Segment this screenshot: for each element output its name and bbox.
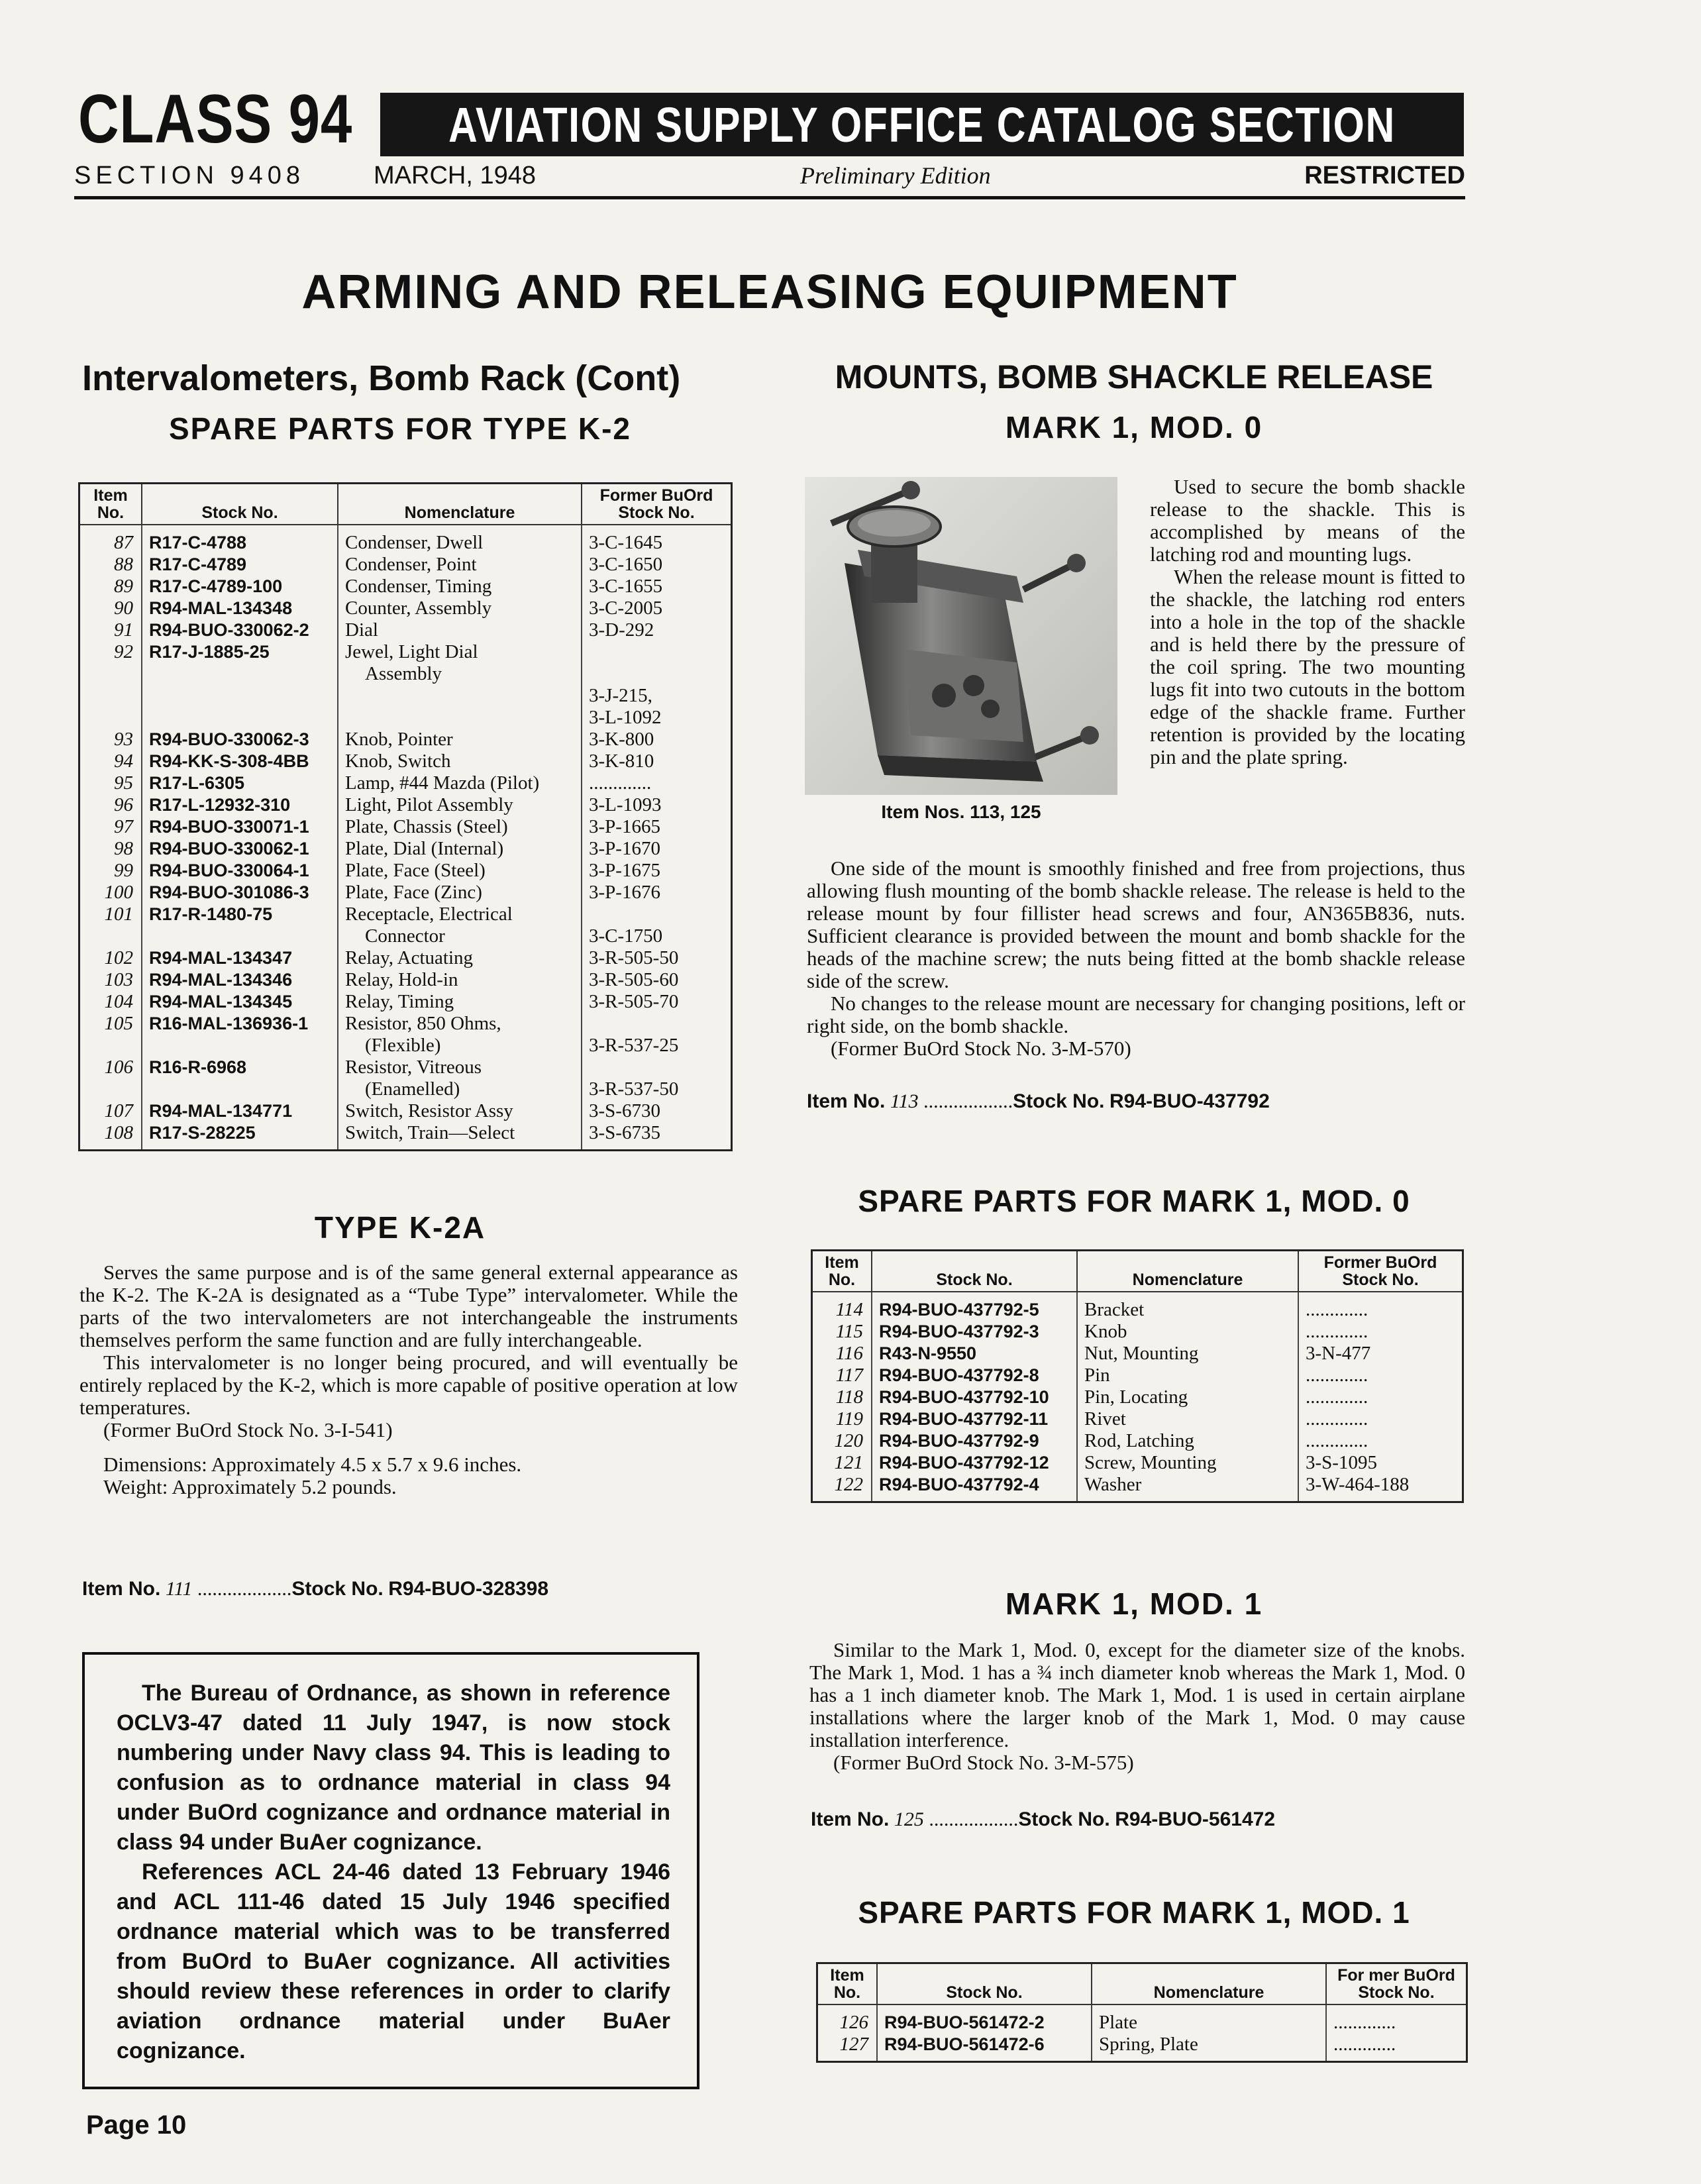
mod0-title: MARK 1, MOD. 0 — [1005, 410, 1263, 444]
stock-number-cell: R17-C-4788 — [142, 525, 338, 554]
nomenclature-cell — [338, 882, 582, 904]
item-number-cell: 118 — [812, 1386, 872, 1408]
former-stock-cell — [582, 619, 732, 641]
former-stock-cell — [582, 991, 732, 1013]
col-header-nomenclature: Nomenclature — [1092, 1963, 1326, 2005]
leader-dots: ................... — [197, 1578, 292, 1600]
stock-number-cell: R94-BUO-437792-3 — [872, 1321, 1077, 1343]
item-number-cell: 101 — [79, 904, 142, 947]
k2-spare-parts-title: SPARE PARTS FOR TYPE K-2 — [168, 411, 632, 446]
stock-number-cell: R94-MAL-134346 — [142, 969, 338, 991]
item-number-cell: 119 — [812, 1408, 872, 1430]
nomenclature-cell — [338, 554, 582, 576]
stock-number-cell: R94-BUO-330064-1 — [142, 860, 338, 882]
stock-number-cell: R43-N-9550 — [872, 1343, 1077, 1365]
col-header-item: Item No. — [79, 484, 142, 525]
former-stock-cell-line: 3-L-1092 — [589, 707, 662, 728]
former-stock-cell-line: 3-C-1645 — [589, 532, 663, 553]
nomenclature-cell-line: Condenser, Point — [345, 554, 477, 575]
mod1-description — [809, 1639, 1465, 1774]
former-stock-cell — [582, 576, 732, 598]
former-stock-cell-line: 3-C-1655 — [589, 576, 663, 597]
stock-number-cell: R94-BUO-330071-1 — [142, 816, 338, 838]
col-header-nomenclature: Nomenclature — [338, 484, 582, 525]
former-stock-cell — [582, 860, 732, 882]
table-row — [817, 2004, 1467, 2034]
item-number: 125 — [894, 1808, 924, 1830]
nomenclature-cell-line: Resistor, Vitreous — [345, 1057, 482, 1078]
nomenclature-cell-line: Knob, Switch — [345, 751, 451, 772]
stock-number-cell: R94-BUO-330062-1 — [142, 838, 338, 860]
item-number-cell: 99 — [79, 860, 142, 882]
former-stock-cell — [582, 882, 732, 904]
col-header-former: Former BuOrd Stock No. — [582, 484, 732, 525]
former-stock-cell-line: 3-S-6735 — [589, 1122, 660, 1143]
page-number: Page 10 — [86, 2110, 187, 2140]
mod0-spare-parts-title: SPARE PARTS FOR MARK 1, MOD. 0 — [858, 1184, 1410, 1218]
leader-dots: .................. — [923, 1090, 1013, 1112]
nomenclature-cell — [338, 838, 582, 860]
stock-number-cell: R17-R-1480-75 — [142, 904, 338, 947]
notice-box — [82, 1652, 699, 2089]
issue-date: MARCH, 1948 — [374, 162, 536, 189]
former-stock-cell-line: 3-C-1750 — [589, 925, 663, 947]
table-row — [812, 1452, 1463, 1474]
col-header-former: Former BuOrd Stock No. — [1298, 1251, 1463, 1292]
nomenclature-cell: Plate — [1092, 2004, 1326, 2034]
stock-number: R94-BUO-437792 — [1109, 1090, 1270, 1112]
nomenclature-cell-line: Assembly — [365, 663, 442, 684]
item-number-cell: 92 — [79, 641, 142, 729]
nomenclature-cell-line: Light, Pilot Assembly — [345, 794, 513, 815]
stock-label: Stock No. — [1013, 1090, 1105, 1112]
nomenclature-cell-line: (Enamelled) — [365, 1078, 460, 1100]
nomenclature-cell-line: Relay, Timing — [345, 991, 454, 1012]
nomenclature-cell — [338, 619, 582, 641]
stock-number-cell: R94-BUO-437792-12 — [872, 1452, 1077, 1474]
catalog-banner — [380, 93, 1464, 156]
former-stock-cell — [582, 794, 732, 816]
item-number-cell: 94 — [79, 751, 142, 772]
nomenclature-cell — [338, 1057, 582, 1100]
photo-caption: Item Nos. 113, 125 — [881, 802, 1041, 822]
nomenclature-cell-line: Switch, Train—Select — [345, 1122, 515, 1143]
former-stock-cell — [582, 598, 732, 619]
stock-number-cell: R94-BUO-561472-6 — [877, 2034, 1092, 2062]
k2a-item-line — [82, 1578, 548, 1600]
nomenclature-cell: Spring, Plate — [1092, 2034, 1326, 2062]
former-stock-cell: ............. — [1306, 1386, 1368, 1408]
former-stock-cell-line: 3-P-1670 — [589, 838, 660, 859]
stock-number-cell: R94-BUO-437792-9 — [872, 1430, 1077, 1452]
former-stock-cell-line: 3-P-1665 — [589, 816, 660, 837]
table-row — [79, 619, 732, 641]
stock-number-cell: R17-L-6305 — [142, 772, 338, 794]
table-row — [812, 1292, 1463, 1321]
mod1-title: MARK 1, MOD. 1 — [1005, 1586, 1263, 1621]
mod1-para: Similar to the Mark 1, Mod. 0, except for the diameter size of the knobs. The Mark 1, Mod. 1 has a ¾ inch diameter knob whereas the Mark 1, Mod. 0 has a 1 inch diameter knob. The Mark 1, Mod. 1 is used in certain airplane installations where the larger knob of the Mark 1, Mod. 0 may cause installation interference. — [809, 1638, 1465, 1751]
mount-description-top — [1150, 476, 1465, 768]
nomenclature-cell — [338, 969, 582, 991]
former-stock-cell-line: 3-C-1650 — [589, 554, 663, 575]
nomenclature-cell-line: Switch, Resistor Assy — [345, 1100, 513, 1121]
nomenclature-cell — [338, 751, 582, 772]
mount-para-2: When the release mount is fitted to the shackle, the latching rod enters into a hole in the top of the shackle and is held there by the pressure of the coil spring. The two mounting lugs fit into two cutouts in the bottom edge of the shackle frame. Further retention is provided by the locating pin and the plate spring. — [1150, 565, 1465, 768]
former-stock-cell — [582, 641, 732, 729]
k2a-para-2: This intervalometer is no longer being procured, and will eventually be entirely replaced by the K-2, which is more capable of positive operation at low temperatures. — [79, 1351, 738, 1419]
table-row — [79, 576, 732, 598]
col-header-stock: Stock No. — [872, 1251, 1077, 1292]
nomenclature-cell-line: Counter, Assembly — [345, 598, 492, 619]
nomenclature-cell-line — [345, 707, 574, 729]
mount-former-stock: (Former BuOrd Stock No. 3-M-570) — [831, 1037, 1131, 1060]
former-stock-cell-line: ............. — [589, 772, 652, 794]
catalog-banner-text: AVIATION SUPPLY OFFICE CATALOG SECTION — [448, 97, 1396, 152]
former-stock-cell-line: 3-D-292 — [589, 619, 654, 641]
former-stock-cell: ............. — [1333, 2034, 1396, 2055]
nomenclature-cell — [338, 525, 582, 554]
item-number-cell: 90 — [79, 598, 142, 619]
former-stock-cell-line: 3-K-800 — [589, 729, 654, 750]
class-label: CLASS 94 — [78, 81, 353, 158]
table-row — [812, 1343, 1463, 1365]
item-number-cell: 96 — [79, 794, 142, 816]
mod1-former-stock: (Former BuOrd Stock No. 3-M-575) — [833, 1751, 1134, 1774]
nomenclature-cell — [338, 947, 582, 969]
k2a-description — [79, 1261, 738, 1498]
mount-para-1: Used to secure the bomb shackle release to the shackle. This is accomplished by means of the latching rod and mounting lugs. — [1150, 475, 1465, 566]
item-label: Item No. — [811, 1808, 890, 1830]
item-number-cell: 122 — [812, 1474, 872, 1502]
nomenclature-cell — [338, 772, 582, 794]
nomenclature-cell-line: Plate, Face (Zinc) — [345, 882, 482, 903]
former-stock-cell — [582, 969, 732, 991]
table-row — [812, 1474, 1463, 1502]
nomenclature-cell-line: Dial — [345, 619, 378, 641]
nomenclature-cell — [338, 598, 582, 619]
table-row — [79, 794, 732, 816]
nomenclature-cell — [338, 816, 582, 838]
item-number-cell: 117 — [812, 1365, 872, 1386]
right-section-title: MOUNTS, BOMB SHACKLE RELEASE — [835, 358, 1433, 395]
former-stock-cell — [582, 751, 732, 772]
table-row — [79, 1057, 732, 1100]
nomenclature-cell-line: (Flexible) — [365, 1035, 441, 1056]
stock-number-cell: R17-J-1885-25 — [142, 641, 338, 729]
stock-number-cell: R16-MAL-136936-1 — [142, 1013, 338, 1057]
nomenclature-cell — [338, 794, 582, 816]
item-number-cell: 105 — [79, 1013, 142, 1057]
bomb-shackle-mount-photo — [805, 477, 1117, 795]
former-stock-cell: ............. — [1306, 1365, 1368, 1386]
nomenclature-cell: Pin — [1077, 1365, 1298, 1386]
former-stock-cell-line: 3-R-505-60 — [589, 969, 679, 990]
item-number-cell: 88 — [79, 554, 142, 576]
stock-number: R94-BUO-328398 — [388, 1578, 549, 1600]
former-stock-cell-line — [589, 641, 724, 663]
former-stock-cell: ............. — [1306, 1299, 1368, 1320]
k2a-para-1: Serves the same purpose and is of the same general external appearance as the K-2. The K-2A is designated as a “Tube Type” intervalometer. While the parts of the two intervalometers are not interchangeable the instruments themselves perform the same function and are fully interchangeable. — [79, 1261, 738, 1351]
stock-number-cell: R94-MAL-134347 — [142, 947, 338, 969]
table-row — [79, 947, 732, 969]
table-row — [79, 1013, 732, 1057]
item-number-cell: 97 — [79, 816, 142, 838]
left-section-title: Intervalometers, Bomb Rack (Cont) — [82, 358, 681, 398]
table-row — [79, 729, 732, 751]
mod0-spare-parts-table — [811, 1249, 1464, 1503]
col-header-item: Item No. — [817, 1963, 878, 2005]
former-stock-cell-line: 3-P-1675 — [589, 860, 660, 881]
col-header-item: Item No. — [812, 1251, 872, 1292]
stock-number-cell: R94-MAL-134348 — [142, 598, 338, 619]
item-number-cell: 106 — [79, 1057, 142, 1100]
former-stock-cell: 3-S-1095 — [1306, 1452, 1377, 1473]
table-row — [79, 838, 732, 860]
stock-number-cell: R94-BUO-330062-3 — [142, 729, 338, 751]
stock-label: Stock No. — [291, 1578, 384, 1600]
page-title: ARMING AND RELEASING EQUIPMENT — [301, 266, 1238, 319]
item-number: 111 — [165, 1578, 193, 1600]
former-stock-cell: 3-W-464-188 — [1306, 1474, 1410, 1495]
leader-dots: .................. — [929, 1808, 1019, 1830]
former-stock-cell — [582, 772, 732, 794]
item-label: Item No. — [82, 1578, 161, 1600]
table-row — [79, 969, 732, 991]
nomenclature-cell: Screw, Mounting — [1077, 1452, 1298, 1474]
former-stock-cell — [582, 525, 732, 554]
former-stock-cell-line — [589, 1013, 724, 1035]
former-stock-cell — [582, 947, 732, 969]
stock-number-cell: R94-BUO-437792-10 — [872, 1386, 1077, 1408]
notice-para-1: The Bureau of Ordnance, as shown in reference OCLV3-47 dated 11 July 1947, is now stock numbering under Navy class 94. This is leading to confusion as to ordnance material in class 94 under BuOrd cognizance and ordnance material in class 94 under BuAer cognizance. — [117, 1681, 670, 1855]
nomenclature-cell — [338, 1122, 582, 1151]
nomenclature-cell — [338, 991, 582, 1013]
k2a-weight: Weight: Approximately 5.2 pounds. — [103, 1475, 397, 1498]
edition-label: Preliminary Edition — [800, 162, 991, 189]
stock-number-cell: R17-C-4789-100 — [142, 576, 338, 598]
item-number-cell: 93 — [79, 729, 142, 751]
k2a-former-stock: (Former BuOrd Stock No. 3-I-541) — [103, 1418, 393, 1441]
mod1-spare-parts-table — [816, 1962, 1468, 2063]
col-header-nomenclature: Nomenclature — [1077, 1251, 1298, 1292]
nomenclature-cell-line: Knob, Pointer — [345, 729, 453, 750]
table-row — [79, 772, 732, 794]
table-row — [79, 525, 732, 554]
item-number-cell: 100 — [79, 882, 142, 904]
stock-number-cell: R94-BUO-561472-2 — [877, 2004, 1092, 2034]
stock-number-cell: R16-R-6968 — [142, 1057, 338, 1100]
item-number-cell: 89 — [79, 576, 142, 598]
table-row — [812, 1321, 1463, 1343]
item-number-cell: 114 — [812, 1292, 872, 1321]
stock-label: Stock No. — [1018, 1808, 1110, 1830]
item-number-cell: 107 — [79, 1100, 142, 1122]
nomenclature-cell-line: Plate, Face (Steel) — [345, 860, 486, 881]
former-stock-cell-line: 3-R-505-50 — [589, 947, 679, 968]
item-number-cell: 95 — [79, 772, 142, 794]
section-label: SECTION 9408 — [74, 162, 305, 189]
former-stock-cell: ............. — [1306, 1430, 1368, 1451]
former-stock-cell — [582, 1122, 732, 1151]
item-number-cell: 102 — [79, 947, 142, 969]
mod1-item-line — [811, 1808, 1275, 1831]
nomenclature-cell-line: Resistor, 850 Ohms, — [345, 1013, 501, 1034]
header-rule — [74, 196, 1465, 199]
nomenclature-cell-line: Connector — [365, 925, 445, 947]
item-number-cell: 103 — [79, 969, 142, 991]
item-number-cell: 104 — [79, 991, 142, 1013]
former-stock-cell — [582, 904, 732, 947]
table-row — [79, 1100, 732, 1122]
nomenclature-cell — [338, 641, 582, 729]
nomenclature-cell — [338, 576, 582, 598]
table-row — [79, 882, 732, 904]
former-stock-cell: 3-N-477 — [1306, 1343, 1371, 1364]
stock-number-cell: R94-BUO-437792-4 — [872, 1474, 1077, 1502]
item-number-cell: 126 — [817, 2004, 878, 2034]
nomenclature-cell-line: Receptacle, Electrical — [345, 904, 513, 925]
stock-number-cell: R17-L-12932-310 — [142, 794, 338, 816]
former-stock-cell-line: 3-L-1093 — [589, 794, 662, 815]
table-row — [812, 1386, 1463, 1408]
item-number-cell: 91 — [79, 619, 142, 641]
item-number-cell: 127 — [817, 2034, 878, 2062]
stock-number-cell: R94-BUO-437792-5 — [872, 1292, 1077, 1321]
item-number-cell: 108 — [79, 1122, 142, 1151]
item-number-cell: 120 — [812, 1430, 872, 1452]
former-stock-cell-line: 3-R-537-50 — [589, 1078, 679, 1100]
table-row — [79, 816, 732, 838]
former-stock-cell — [582, 554, 732, 576]
former-stock-cell — [582, 1100, 732, 1122]
table-row — [79, 751, 732, 772]
table-row — [812, 1430, 1463, 1452]
stock-number: R94-BUO-561472 — [1115, 1808, 1276, 1830]
former-stock-cell: ............. — [1333, 2012, 1396, 2033]
item-number-cell: 115 — [812, 1321, 872, 1343]
nomenclature-cell — [338, 1013, 582, 1057]
former-stock-cell-line: 3-R-505-70 — [589, 991, 679, 1012]
table-row — [79, 991, 732, 1013]
stock-number-cell: R94-MAL-134345 — [142, 991, 338, 1013]
table-row — [812, 1408, 1463, 1430]
item-number: 113 — [890, 1090, 919, 1112]
nomenclature-cell-line: Plate, Chassis (Steel) — [345, 816, 508, 837]
former-stock-cell-line: 3-P-1676 — [589, 882, 660, 903]
nomenclature-cell: Washer — [1077, 1474, 1298, 1502]
k2a-dimensions: Dimensions: Approximately 4.5 x 5.7 x 9.6 inches. — [103, 1453, 522, 1476]
item-number-cell: 87 — [79, 525, 142, 554]
nomenclature-cell — [338, 729, 582, 751]
stock-number-cell: R94-BUO-437792-11 — [872, 1408, 1077, 1430]
mod1-table-body — [817, 2004, 1467, 2062]
stock-number-cell: R94-BUO-301086-3 — [142, 882, 338, 904]
item-number-cell: 116 — [812, 1343, 872, 1365]
nomenclature-cell-line: Condenser, Dwell — [345, 532, 484, 553]
mount-description-bottom — [807, 857, 1465, 1060]
table-row — [79, 554, 732, 576]
nomenclature-cell: Knob — [1077, 1321, 1298, 1343]
nomenclature-cell-line: Relay, Hold-in — [345, 969, 458, 990]
restricted-label: RESTRICTED — [1304, 162, 1465, 189]
col-header-former: For mer BuOrd Stock No. — [1326, 1963, 1467, 2005]
stock-number-cell: R17-S-28225 — [142, 1122, 338, 1151]
former-stock-cell — [582, 838, 732, 860]
nomenclature-cell: Pin, Locating — [1077, 1386, 1298, 1408]
nomenclature-cell: Rivet — [1077, 1408, 1298, 1430]
former-stock-cell: ............. — [1306, 1321, 1368, 1342]
table-row — [812, 1365, 1463, 1386]
nomenclature-cell-line: Condenser, Timing — [345, 576, 492, 597]
mount-para-4: No changes to the release mount are necessary for changing positions, left or right side, on the bomb shackle. — [807, 992, 1465, 1037]
k2a-title: TYPE K-2A — [314, 1210, 486, 1245]
table-row — [79, 904, 732, 947]
table-row — [79, 598, 732, 619]
item-number-cell: 98 — [79, 838, 142, 860]
former-stock-cell-line: 3-R-537-25 — [589, 1035, 679, 1056]
former-stock-cell-line — [589, 1057, 724, 1078]
former-stock-cell-line: 3-S-6730 — [589, 1100, 660, 1121]
nomenclature-cell — [338, 1100, 582, 1122]
former-stock-cell — [582, 1013, 732, 1057]
former-stock-cell — [582, 816, 732, 838]
former-stock-cell-line: 3-K-810 — [589, 751, 654, 772]
notice-para-2: References ACL 24-46 dated 13 February 1946 and ACL 111-46 dated 15 July 1946 specified ordnance material which was to be transferred from BuOrd to BuAer cognizance. All activities should review these references in order to clarify aviation ordnance material under BuAer cognizance. — [117, 1859, 670, 2063]
former-stock-cell-line: 3-J-215, — [589, 685, 652, 706]
mod0-item-line — [807, 1090, 1270, 1113]
table-row — [79, 860, 732, 882]
mod0-table-body — [812, 1292, 1463, 1502]
table-row — [79, 641, 732, 729]
former-stock-cell: ............. — [1306, 1408, 1368, 1430]
former-stock-cell-line — [589, 904, 724, 925]
nomenclature-cell: Rod, Latching — [1077, 1430, 1298, 1452]
nomenclature-cell-line: Lamp, #44 Mazda (Pilot) — [345, 772, 540, 794]
k2-table-body — [79, 525, 732, 1151]
k2-spare-parts-table — [78, 482, 733, 1151]
item-label: Item No. — [807, 1090, 886, 1112]
item-number-cell: 121 — [812, 1452, 872, 1474]
former-stock-cell — [582, 1057, 732, 1100]
nomenclature-cell: Bracket — [1077, 1292, 1298, 1321]
nomenclature-cell — [338, 860, 582, 882]
nomenclature-cell-line — [345, 685, 574, 707]
col-header-stock: Stock No. — [142, 484, 338, 525]
stock-number-cell: R94-BUO-437792-8 — [872, 1365, 1077, 1386]
former-stock-cell — [582, 729, 732, 751]
nomenclature-cell-line: Plate, Dial (Internal) — [345, 838, 504, 859]
nomenclature-cell-line: Jewel, Light Dial — [345, 641, 478, 662]
col-header-stock: Stock No. — [877, 1963, 1092, 2005]
mount-para-3: One side of the mount is smoothly finished and free from projections, thus allowing flush mounting of the bomb shackle release. The release is held to the release mount by four fillister head screws and four, AN365B836, nuts. Sufficient clearance is provided between the mount and bomb shackle for the heads of the machine screw; the nuts being fitted at the bomb shackle release side of the screw. — [807, 857, 1465, 992]
nomenclature-cell-line: Relay, Actuating — [345, 947, 474, 968]
table-row — [79, 1122, 732, 1151]
stock-number-cell: R17-C-4789 — [142, 554, 338, 576]
stock-number-cell: R94-BUO-330062-2 — [142, 619, 338, 641]
stock-number-cell: R94-MAL-134771 — [142, 1100, 338, 1122]
former-stock-cell-line — [589, 663, 724, 685]
stock-number-cell: R94-KK-S-308-4BB — [142, 751, 338, 772]
mod1-spare-parts-title: SPARE PARTS FOR MARK 1, MOD. 1 — [858, 1895, 1410, 1930]
table-row — [817, 2034, 1467, 2062]
nomenclature-cell: Nut, Mounting — [1077, 1343, 1298, 1365]
former-stock-cell-line: 3-C-2005 — [589, 598, 663, 619]
nomenclature-cell — [338, 904, 582, 947]
